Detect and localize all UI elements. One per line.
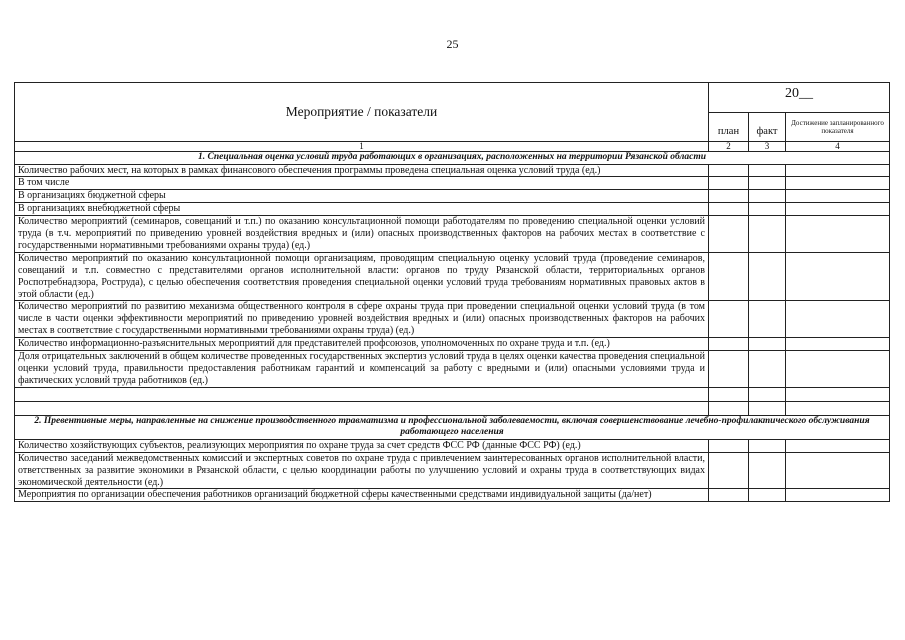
fact-cell	[749, 301, 786, 338]
achievement-cell	[786, 203, 890, 216]
fact-cell	[749, 439, 786, 452]
empty-cell	[749, 401, 786, 415]
plan-cell	[709, 351, 749, 388]
fact-cell	[749, 452, 786, 489]
section-title: 1. Специальная оценка условий труда работающих в организациях, расположенных на территории Рязанской области	[15, 152, 890, 165]
fact-cell	[749, 190, 786, 203]
achievement-cell	[786, 351, 890, 388]
header-measure: Мероприятие / показатели	[15, 83, 709, 142]
table-row	[15, 190, 890, 203]
row-label: Количество мероприятий (семинаров, совещаний и т.п.) по оказанию консультационной помощи работодателям по проведению специальной оценки условий труда (в т.ч. мероприятий по приведению уровней воздействия вредных и (или) опасных производственных факторов на рабочих местах в соответствие с государственными нормативными требованиями охраны труда) (ед.)	[15, 216, 709, 253]
table-row	[15, 351, 890, 388]
achievement-cell	[786, 301, 890, 338]
plan-cell	[709, 252, 749, 301]
section-title: 2. Превентивные меры, направленные на снижение производственного травматизма и профессиональной заболеваемости, включая совершенствование лечебно-профилактического обслуживания работающего населения	[15, 415, 890, 439]
row-label: Количество рабочих мест, на которых в рамках финансового обеспечения программы проведена специальная оценка условий труда (ед.)	[15, 164, 709, 177]
row-label: Количество хозяйствующих субъектов, реализующих мероприятия по охране труда за счет средств ФСС РФ (данные ФСС РФ) (ед.)	[15, 439, 709, 452]
column-number: 4	[786, 142, 890, 152]
table-row	[15, 203, 890, 216]
empty-row	[15, 401, 890, 415]
empty-cell	[786, 401, 890, 415]
empty-row	[15, 387, 890, 401]
empty-cell	[749, 387, 786, 401]
fact-cell	[749, 338, 786, 351]
achievement-cell	[786, 338, 890, 351]
empty-cell	[709, 387, 749, 401]
fact-cell	[749, 252, 786, 301]
plan-cell	[709, 190, 749, 203]
fact-cell	[749, 489, 786, 502]
plan-cell	[709, 439, 749, 452]
table-header-row	[15, 83, 890, 113]
table-row	[15, 439, 890, 452]
empty-cell	[709, 401, 749, 415]
fact-cell	[749, 351, 786, 388]
fact-cell	[749, 216, 786, 253]
row-label: Количество заседаний межведомственных комиссий и экспертных советов по охране труда с привлечением заинтересованных органов исполнительной власти, ответственных за развитие экономики в Рязанской области, с целью координации работы по улучшению условий и охраны труда в соответствующих видах экономической деятельности (ед.)	[15, 452, 709, 489]
table-row	[15, 216, 890, 253]
report-table	[14, 82, 890, 502]
table-row	[15, 177, 890, 190]
row-label: Количество информационно-разъяснительных мероприятий для представителей профсоюзов, уполномоченных по охране труда и т.п. (ед.)	[15, 338, 709, 351]
section-row	[15, 415, 890, 439]
header-achievement: Достижение запланированного показателя	[786, 112, 890, 142]
empty-cell	[15, 401, 709, 415]
row-label: Количество мероприятий по оказанию консультационной помощи организациям, проводящим специальную оценку условий труда (проведение семинаров, совещаний и т.п. совместно с представителями органов исполнительной власти: органов по труду Рязанской области, территориальных органов Роспотребнадзора, Роструда), с целью обеспечения соответствия проведения специальной оценки условий труда требованиям нормативных правовых актов в этой области (ед.)	[15, 252, 709, 301]
table-row	[15, 252, 890, 301]
plan-cell	[709, 164, 749, 177]
section-row	[15, 152, 890, 165]
table-row	[15, 338, 890, 351]
plan-cell	[709, 177, 749, 190]
fact-cell	[749, 164, 786, 177]
achievement-cell	[786, 216, 890, 253]
achievement-cell	[786, 190, 890, 203]
row-label: В организациях внебюджетной сферы	[15, 203, 709, 216]
table-row	[15, 489, 890, 502]
plan-cell	[709, 489, 749, 502]
header-plan: план	[709, 112, 749, 142]
row-label: В организациях бюджетной сферы	[15, 190, 709, 203]
table-row	[15, 452, 890, 489]
fact-cell	[749, 177, 786, 190]
achievement-cell	[786, 164, 890, 177]
column-number: 3	[749, 142, 786, 152]
row-label: Доля отрицательных заключений в общем количестве проведенных государственных экспертиз условий труда в целях оценки качества проведения специальной оценки условий труда, правильности предоставления работникам гарантий и компенсаций за работу с вредными и (или) опасными условиями труда и фактических условий труда работников (ед.)	[15, 351, 709, 388]
empty-cell	[786, 387, 890, 401]
row-label: Мероприятия по организации обеспечения работников организаций бюджетной сферы качественными средствами индивидуальной защиты (да/нет)	[15, 489, 709, 502]
fact-cell	[749, 203, 786, 216]
plan-cell	[709, 203, 749, 216]
column-number: 1	[15, 142, 709, 152]
header-fact: факт	[749, 112, 786, 142]
achievement-cell	[786, 177, 890, 190]
page-number: 25	[446, 37, 459, 51]
plan-cell	[709, 216, 749, 253]
achievement-cell	[786, 439, 890, 452]
header-year: 20__	[709, 83, 890, 113]
row-label: Количество мероприятий по развитию механизма общественного контроля в сфере охраны труда при проведении специальной оценки условий труда (в том числе в части оценки эффективности мероприятий по приведению уровней воздействия вредных и (или) опасных производственных факторов на рабочих местах в соответствие с государственными нормативными требованиями охраны труда) (ед.)	[15, 301, 709, 338]
plan-cell	[709, 452, 749, 489]
table-row	[15, 164, 890, 177]
plan-cell	[709, 301, 749, 338]
achievement-cell	[786, 452, 890, 489]
empty-cell	[15, 387, 709, 401]
column-number: 2	[709, 142, 749, 152]
row-label: В том числе	[15, 177, 709, 190]
plan-cell	[709, 338, 749, 351]
column-number-row	[15, 142, 890, 152]
achievement-cell	[786, 252, 890, 301]
table-row	[15, 301, 890, 338]
achievement-cell	[786, 489, 890, 502]
